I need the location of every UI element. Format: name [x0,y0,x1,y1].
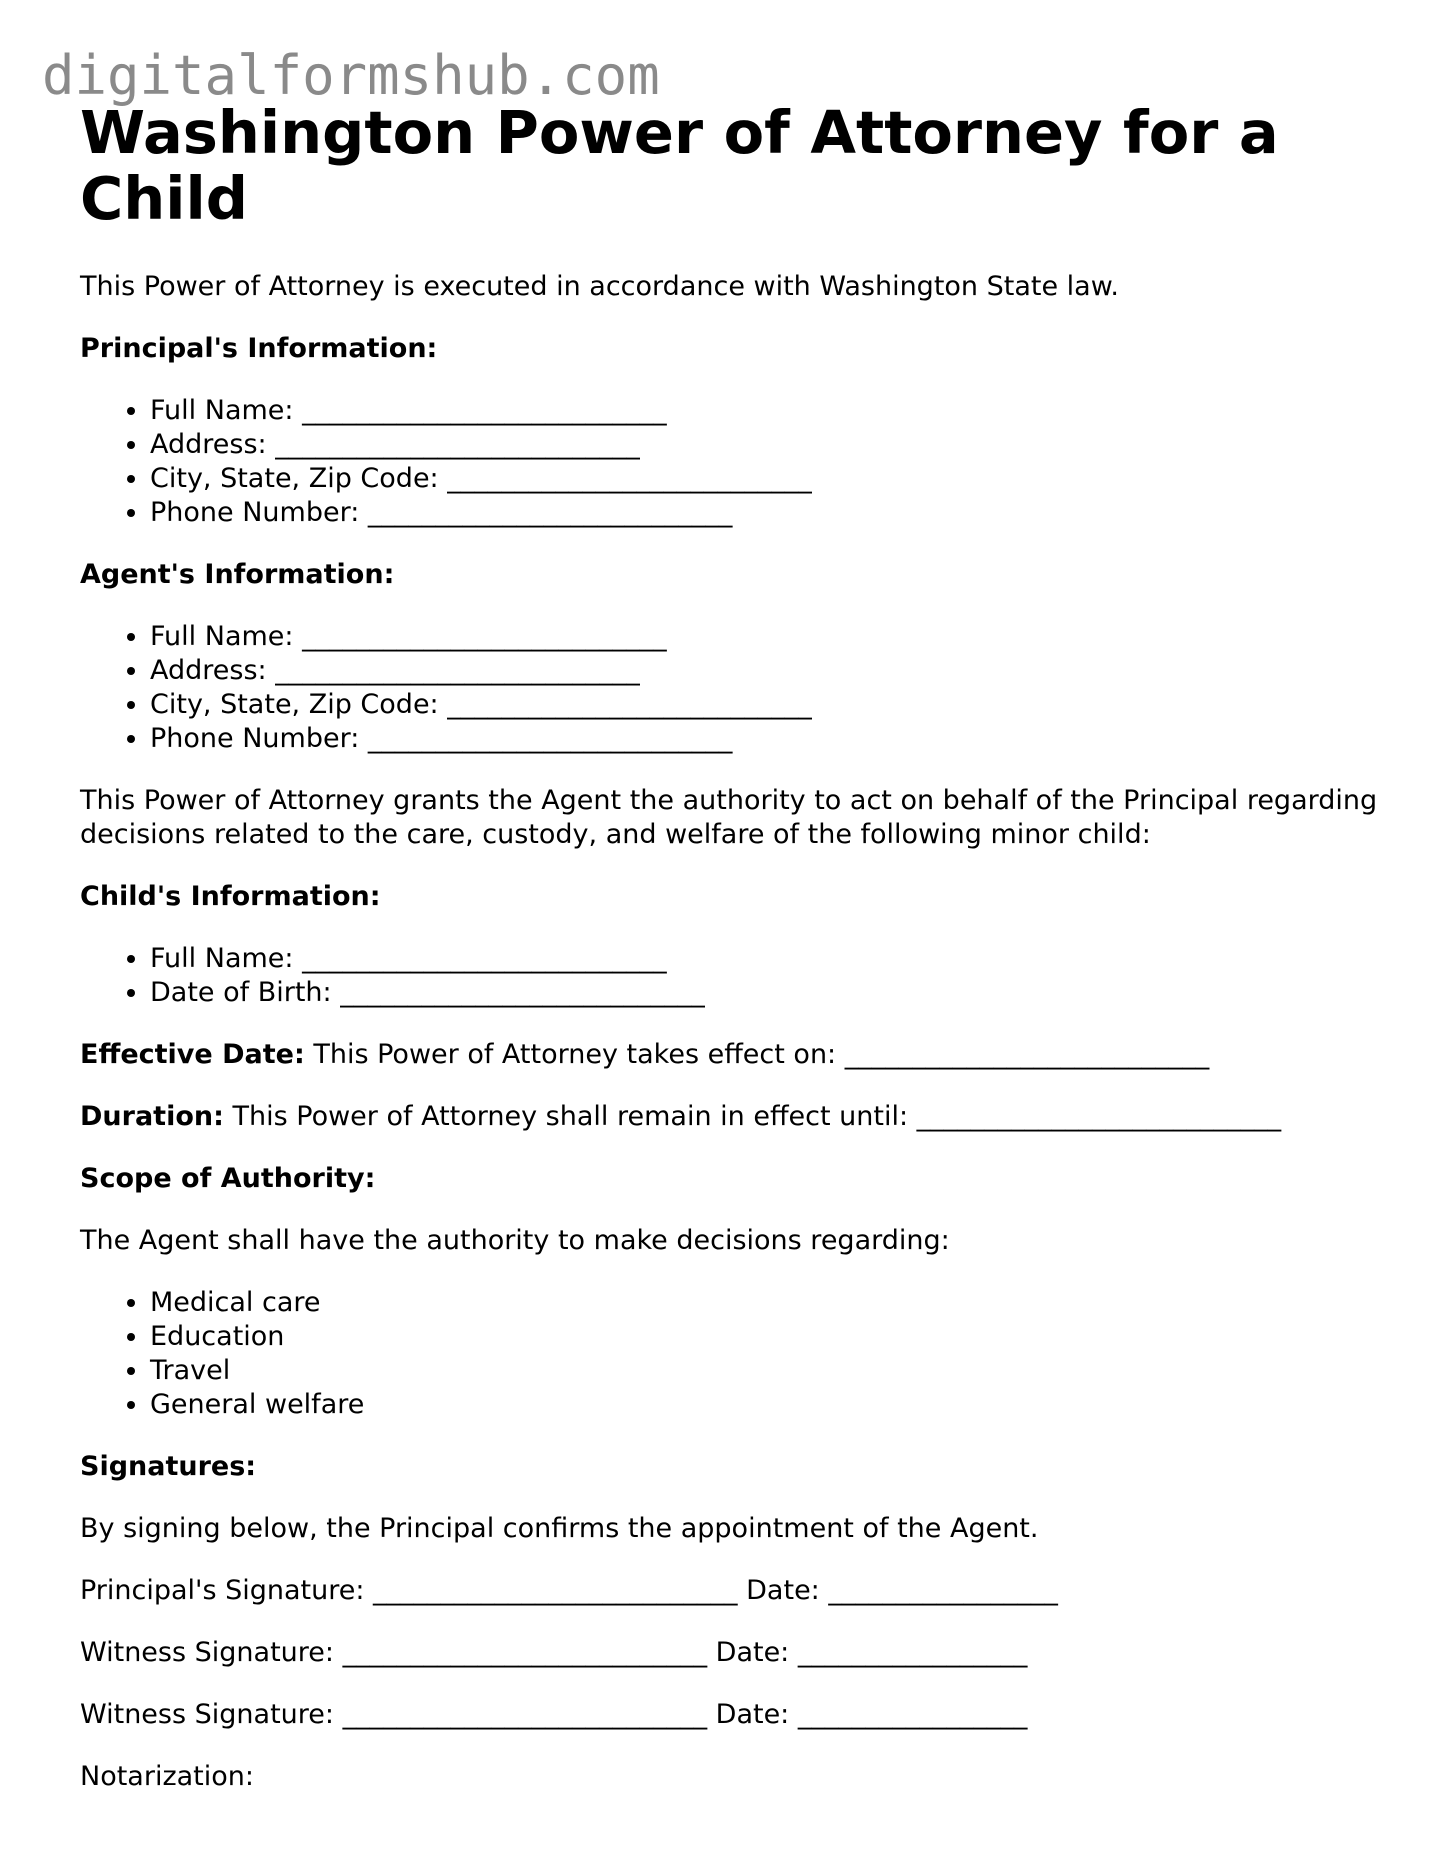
effective-date-paragraph [80,1038,1380,1072]
intro-paragraph: This Power of Attorney is executed in accordance with Washington State law. [80,271,1119,302]
agent-full-name-field: • Full Name: ___________________________ [150,620,1380,654]
scope-paragraph: The Agent shall have the authority to make decisions regarding: [80,1225,950,1256]
duration-text: This Power of Attorney shall remain in effect until: ___________________________ [223,1101,1282,1132]
document-title: Washington Power of Attorney for a Child [80,98,1279,233]
principal-address-field: • Address: ___________________________ [150,428,1380,462]
scope-item-travel: • Travel [150,1354,1380,1388]
child-full-name-field: • Full Name: ___________________________ [150,942,1380,976]
duration-paragraph [80,1100,1380,1134]
scope-item-general-welfare: • General welfare [150,1388,1380,1422]
scope-heading: Scope of Authority: [80,1163,376,1194]
principal-phone-field: • Phone Number: ___________________________ [150,496,1380,530]
effective-date-text: This Power of Attorney takes effect on: ___________________________ [304,1039,1210,1070]
child-heading: Child's Information: [80,881,381,912]
witness-signature-line-1: Witness Signature: ___________________________ Date: _________________ [80,1637,1028,1668]
agent-phone-field: • Phone Number: ___________________________ [150,722,1380,756]
child-date-of-birth-field: • Date of Birth: ___________________________ [150,976,1380,1010]
effective-date-label: Effective Date: [80,1039,305,1070]
principal-full-name-field: • Full Name: ___________________________ [150,394,1380,428]
child-fields-list [80,942,1380,1010]
scope-item-medical-care: • Medical care [150,1286,1380,1320]
grant-paragraph: This Power of Attorney grants the Agent the authority to act on behalf of the Principal regarding decisions related to the care, custody, and welfare of the following minor child: [80,785,1378,850]
signatures-heading: Signatures: [80,1451,257,1482]
scope-items-list [80,1286,1380,1422]
duration-label: Duration: [80,1101,224,1132]
agent-city-state-zip-field: • City, State, Zip Code: ___________________________ [150,688,1380,722]
agent-heading: Agent's Information: [80,559,395,590]
agent-address-field: • Address: ___________________________ [150,654,1380,688]
notarization-label: Notarization: [80,1761,254,1792]
principal-fields-list [80,394,1380,530]
scope-item-education: • Education [150,1320,1380,1354]
principal-city-state-zip-field: • City, State, Zip Code: ___________________________ [150,462,1380,496]
agent-fields-list [80,620,1380,756]
principal-signature-line: Principal's Signature: ___________________________ Date: _________________ [80,1575,1058,1606]
principal-heading: Principal's Information: [80,333,438,364]
site-watermark: digitalformshub.com [42,44,660,107]
document-body [80,100,1380,1822]
witness-signature-line-2: Witness Signature: ___________________________ Date: _________________ [80,1699,1028,1730]
signatures-paragraph: By signing below, the Principal confirms the appointment of the Agent. [80,1513,1039,1544]
